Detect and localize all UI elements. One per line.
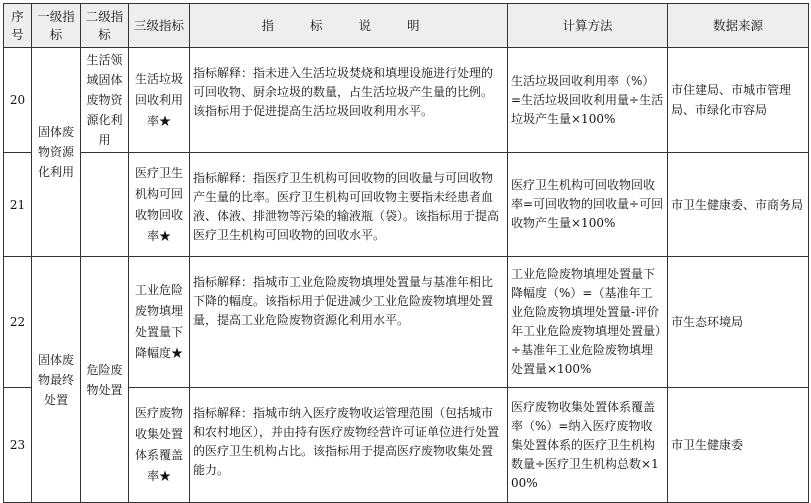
level3-cell: 医疗废物收集处置体系覆盖率★ [129, 388, 190, 503]
level2-cell-empty [81, 153, 129, 257]
row-index: 23 [4, 388, 32, 503]
method-cell: 工业危险废物填埋处置量下降幅度（%）=（基准年工业危险废物填埋处置量-评价年工业危险废物填埋处置量）÷基准年工业危险废物填埋处置量×100% [508, 257, 668, 388]
header-method: 计算方法 [508, 4, 668, 48]
source-cell: 市住建局、市城市管理局、市绿化市容局 [668, 48, 809, 153]
row-index: 21 [4, 153, 32, 257]
level1-cell: 固体废物资源化利用 [32, 48, 81, 257]
description-cell: 指标解释：指城市纳入医疗废物收运管理范围（包括城市和农村地区），并由持有医疗废物经营许可证单位进行处置的医疗卫生机构占比。该指标用于提高医疗废物收集处置能力。 [190, 388, 508, 503]
header-source: 数据来源 [668, 4, 809, 48]
indicator-table [3, 3, 809, 503]
header-description: 指 标 说 明 [190, 4, 508, 48]
description-cell: 指标解释：指未进入生活垃圾焚烧和填埋设施进行处理的可回收物、厨余垃圾的数量，占生活垃圾产生量的比例。该指标用于促进提高生活垃圾回收利用水平。 [190, 48, 508, 153]
level3-cell: 医疗卫生机构可回收物回收率★ [129, 153, 190, 257]
header-level2: 二级指标 [81, 4, 129, 48]
source-cell: 市卫生健康委、市商务局 [668, 153, 809, 257]
table-row [4, 153, 809, 257]
description-cell: 指标解释：指城市工业危险废物填埋处置量与基准年相比下降的幅度。该指标用于促进减少工业危险废物填埋处置量，提高工业危险废物资源化利用水平。 [190, 257, 508, 388]
level1-cell: 固体废物最终处置 [32, 257, 81, 503]
level3-cell: 工业危险废物填埋处置量下降幅度★ [129, 257, 190, 388]
level2-cell: 生活领域固体废物资源化利用 [81, 48, 129, 153]
row-index: 20 [4, 48, 32, 153]
method-cell: 医疗卫生机构可回收物回收率=可回收物的回收量÷可回收物产生量×100% [508, 153, 668, 257]
header-index: 序号 [4, 4, 32, 48]
level3-cell: 生活垃圾回收利用率★ [129, 48, 190, 153]
method-cell: 生活垃圾回收利用率（%）=生活垃圾回收利用量÷生活垃圾产生量×100% [508, 48, 668, 153]
header-row [4, 4, 809, 48]
header-level3: 三级指标 [129, 4, 190, 48]
level2-cell: 危险废物处置 [81, 257, 129, 503]
table-row [4, 48, 809, 153]
header-level1: 一级指标 [32, 4, 81, 48]
source-cell: 市生态环境局 [668, 257, 809, 388]
row-index: 22 [4, 257, 32, 388]
description-cell: 指标解释：指医疗卫生机构可回收物的回收量与可回收物产生量的比率。医疗卫生机构可回收物主要指未经患者血液、体液、排泄物等污染的输液瓶（袋）。该指标用于提高医疗卫生机构可回收物的回收水平。 [190, 153, 508, 257]
method-cell: 医疗废物收集处置体系覆盖率（%）=纳入医疗废物收集处置体系的医疗卫生机构数量÷医疗卫生机构总数×100% [508, 388, 668, 503]
table-row [4, 257, 809, 388]
source-cell: 市卫生健康委 [668, 388, 809, 503]
